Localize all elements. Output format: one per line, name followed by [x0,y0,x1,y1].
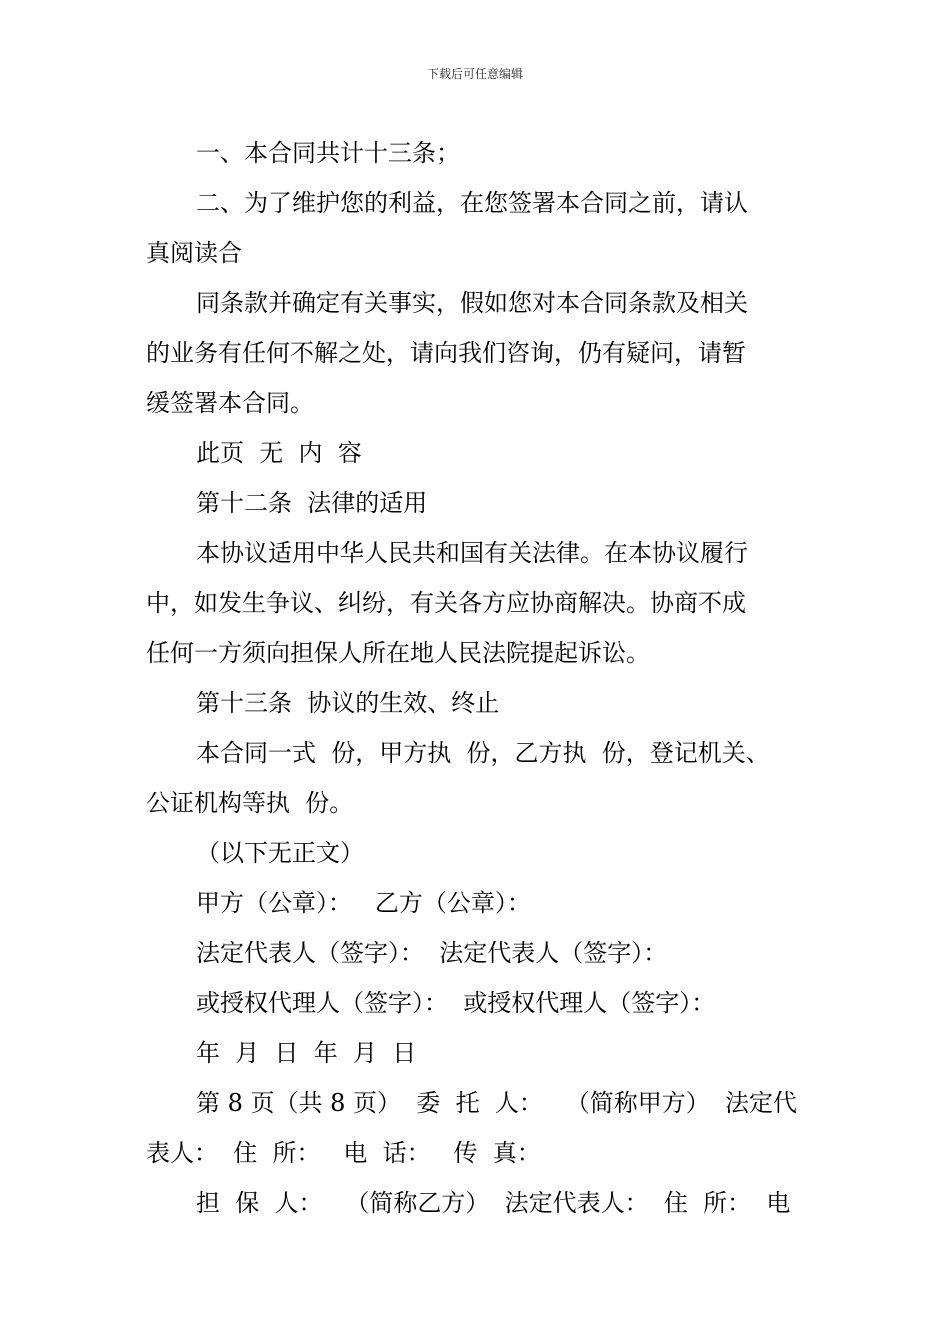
paragraph [146,828,806,878]
paragraph-line: 二、为了维护您的利益，在您签署本合同之前，请认 [196,189,748,217]
paragraph [146,278,806,428]
paragraph [146,1178,806,1228]
paragraph-line: 或授权代理人（签字）： 或授权代理人（签字）： [196,989,716,1017]
paragraph-line: （以下无正文） [196,839,364,867]
paragraph-line: 本合同一式 份，甲方执 份，乙方执 份，登记机关、 [196,739,770,767]
paragraph-line: 任何一方须向担保人所在地人民法院提起诉讼。 [146,639,650,667]
paragraph-line: 一、本合同共计十三条； [196,139,460,167]
paragraph-line: 真阅读合 [146,239,242,267]
paragraph-line: 年 月 日 年 月 日 [196,1039,417,1067]
paragraph-line: 缓签署本合同。 [146,389,314,417]
document-body [146,128,806,1228]
paragraph-line: 法定代表人（签字）： 法定代表人（签字）： [196,939,668,967]
paragraph [146,678,806,728]
paragraph-line: 公证机构等执 份。 [146,789,354,817]
paragraph-line: 第十二条 法律的适用 [196,489,428,517]
paragraph [146,128,806,178]
paragraph [146,728,806,828]
paragraph-line: 担 保 人： （简称乙方） 法定代表人： 住 所： 电 [196,1189,791,1217]
paragraph-line: 此页 无 内 容 [196,439,362,467]
paragraph-line: 第十三条 协议的生效、终止 [196,689,500,717]
paragraph [146,1078,806,1178]
page-header: 下载后可任意编辑 [426,67,523,81]
paragraph [146,528,806,678]
paragraph [146,478,806,528]
paragraph-line: 本协议适用中华人民共和国有关法律。在本协议履行 [196,539,748,567]
paragraph-line: 第 8 页（共 8 页） 委 托 人： （简称甲方） 法定代 [196,1089,797,1117]
paragraph-line: 中，如发生争议、纠纷，有关各方应协商解决。协商不成 [146,589,746,617]
paragraph-line: 表人： 住 所： 电 话： 传 真： [146,1139,541,1167]
paragraph [146,178,806,278]
paragraph [146,428,806,478]
paragraph-line: 同条款并确定有关事实，假如您对本合同条款及相关 [196,289,748,317]
paragraph [146,1028,806,1078]
paragraph [146,878,806,928]
paragraph-line: 甲方（公章）： 乙方（公章）： [196,889,531,917]
paragraph [146,928,806,978]
paragraph [146,978,806,1028]
paragraph-line: 的业务有任何不解之处，请向我们咨询，仍有疑问，请暂 [146,339,746,367]
